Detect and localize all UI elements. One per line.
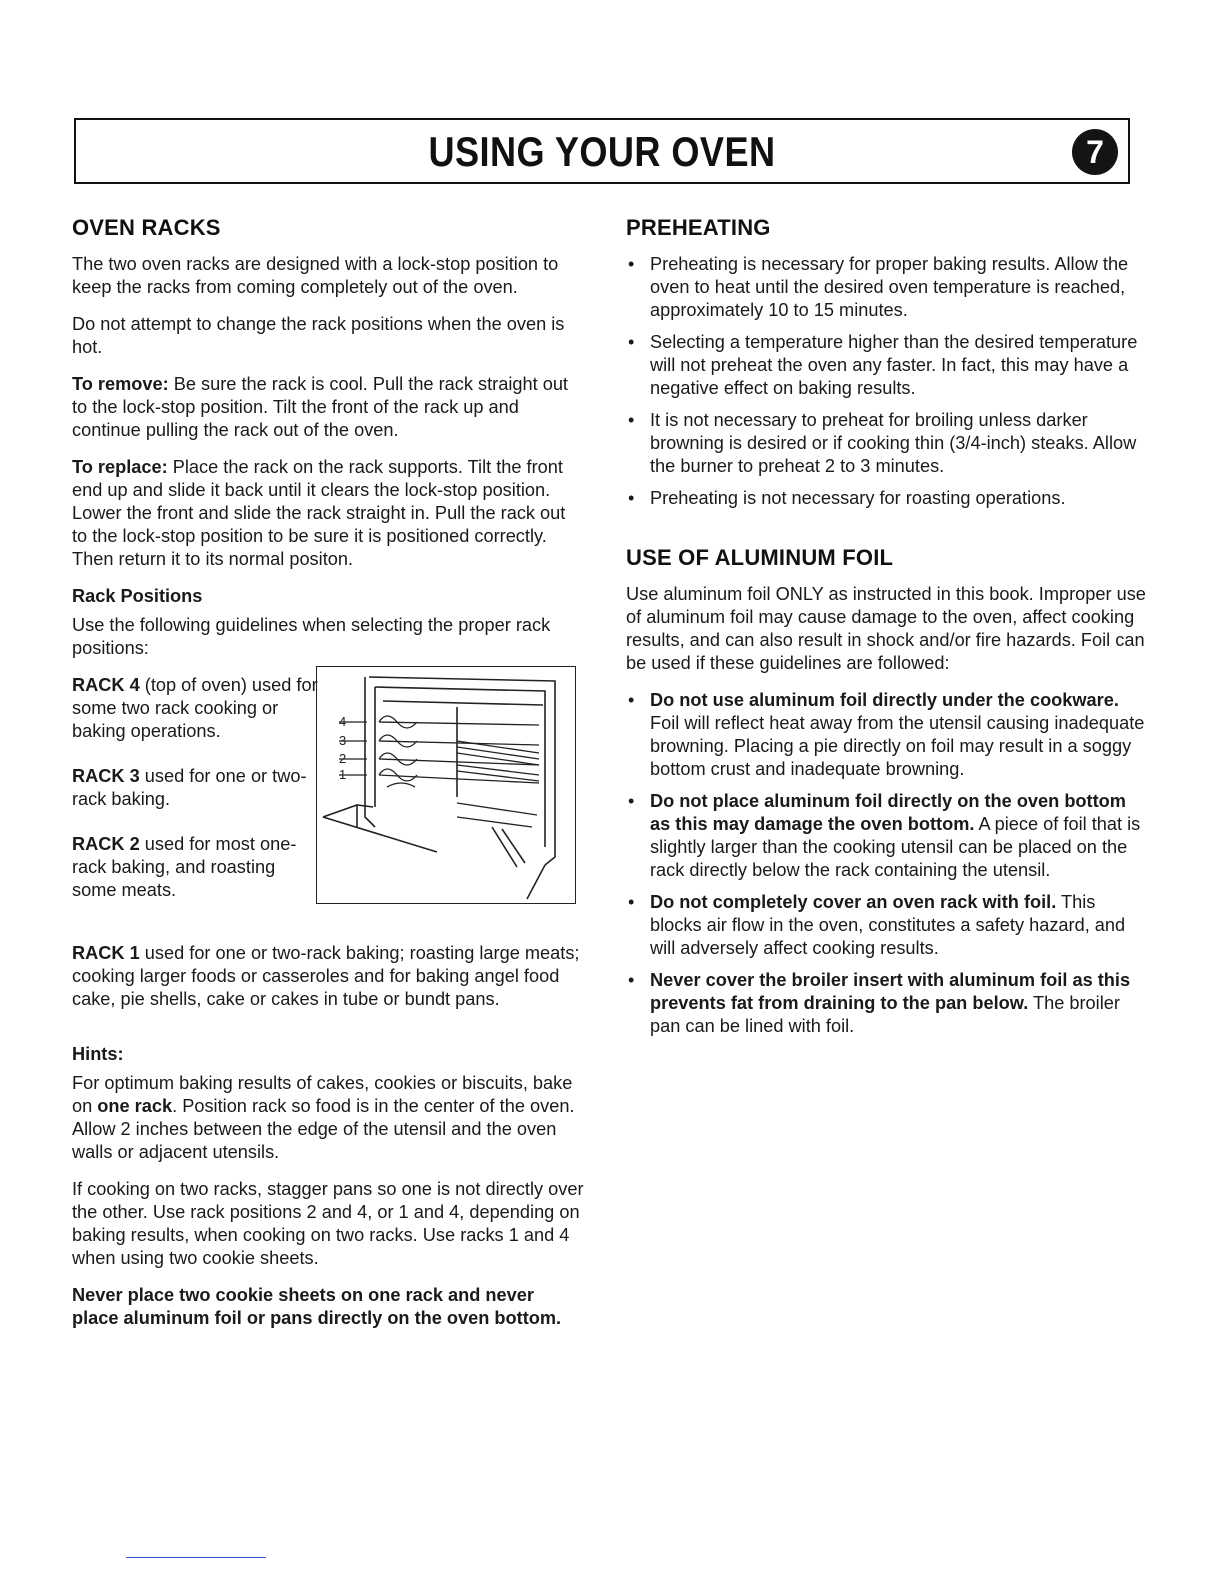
rack-4-label: RACK 4 <box>72 675 140 695</box>
title-banner <box>74 118 1130 184</box>
hints-heading: Hints: <box>72 1044 124 1064</box>
foil-heading: USE OF ALUMINUM FOIL <box>626 545 894 570</box>
foil-bullet-1-text: Foil will reflect heat away from the utensil causing inadequate browning. Placing a pie directly on foil may result in a soggy bottom crust and inadequate browning. <box>650 713 1145 779</box>
left-column <box>72 216 584 1344</box>
hints-p1-b: . Position rack so food is in the center of the oven. Allow 2 inches between the edge of the utensil and the oven walls or adjacent utensils. <box>72 1096 575 1162</box>
preheating-list <box>626 253 1146 510</box>
remove-text: Be sure the rack is cool. Pull the rack straight out to the lock-stop position. Tilt the front of the rack up and continue pulling the rack out of the oven. <box>72 374 568 440</box>
rack-1-text: used for one or two-rack baking; roasting large meats; cooking larger foods or casseroles and for baking angel food cake, pie shells, cake or cakes in tube or bundt pans. <box>72 943 580 1009</box>
rack-2-text: used for most one-rack baking, and roasting some meats. <box>72 834 297 900</box>
hints-para-1 <box>72 1072 584 1164</box>
page-number-badge: 7 <box>1072 129 1118 175</box>
foil-list <box>626 689 1146 1038</box>
foil-intro: Use aluminum foil ONLY as instructed in this book. Improper use of aluminum foil may cause damage to the oven, affect cooking results, and can also result in shock and/or fire hazards. Foil can be used if these guidelines are followed: <box>626 584 1146 673</box>
rack-positions-heading: Rack Positions <box>72 586 203 606</box>
hints-p1-a: For optimum baking results of cakes, cookies or biscuits, bake on <box>72 1073 573 1116</box>
preheat-bullet-3: • It is not necessary to preheat for broiling unless darker browning is desired or if cooking thin (3/4-inch) steaks. Allow the burner to preheat 2 to 3 minutes. <box>626 409 1146 478</box>
foil-bullet-2-bold: Do not place aluminum foil directly on the oven bottom as this may damage the oven bottom. <box>650 791 1126 834</box>
remove-label: To remove: <box>72 374 169 394</box>
foil-bullet-4 <box>626 969 1146 1038</box>
rack-3-text: used for one or two-rack baking. <box>72 766 307 809</box>
foil-bullet-3-bold: Do not completely cover an oven rack with foil. <box>650 892 1057 912</box>
hot-oven-warning: Do not attempt to change the rack positions when the oven is hot. <box>72 314 565 357</box>
rack-4-desc <box>72 674 322 743</box>
rack-2-desc <box>72 833 322 902</box>
rack-2-marker: 2 <box>339 751 347 766</box>
replace-text: Place the rack on the rack supports. Tilt the front end up and slide it back until it clears the lock-stop position. Lower the front and slide the rack straight in. Pull the rack out to the lock-stop position to be sure it is positioned correctly. Then return it to its normal positon. <box>72 457 566 569</box>
rack-positions-intro: Use the following guidelines when selecting the proper rack positions: <box>72 615 551 658</box>
rack-3-desc <box>72 765 322 811</box>
rack-1-desc <box>72 942 584 1011</box>
replace-label: To replace: <box>72 457 168 477</box>
right-column <box>626 216 1146 1052</box>
cookie-sheet-warning <box>72 1284 584 1330</box>
hints-p1-bold: one rack <box>97 1096 173 1116</box>
oven-racks-intro: The two oven racks are designed with a lock-stop position to keep the racks from coming completely out of the oven. <box>72 254 559 297</box>
footer-rule <box>126 1557 266 1558</box>
rack-1-marker: 1 <box>339 767 347 782</box>
warning-text: Never place two cookie sheets on one rack and never place aluminum foil or pans directly on the oven bottom. <box>72 1285 562 1328</box>
replace-instructions <box>72 456 584 571</box>
rack-descriptions <box>72 674 322 924</box>
preheat-bullet-4: • Preheating is not necessary for roasting operations. <box>626 487 1146 510</box>
rack-2-label: RACK 2 <box>72 834 140 854</box>
foil-bullet-1-bold: Do not use aluminum foil directly under the cookware. <box>650 690 1119 710</box>
rack-3-label: RACK 3 <box>72 766 140 786</box>
oven-rack-diagram <box>316 666 576 904</box>
rack-4-text: (top of oven) used for some two rack cooking or baking operations. <box>72 675 318 741</box>
foil-bullet-1 <box>626 689 1146 781</box>
rack-4-marker: 4 <box>339 714 347 729</box>
foil-bullet-2 <box>626 790 1146 882</box>
preheat-bullet-2: • Selecting a temperature higher than the desired temperature will not preheat the oven any faster. In fact, this may have a negative effect on baking results. <box>626 331 1146 400</box>
page-title: USING YOUR OVEN <box>428 128 776 175</box>
oven-illustration <box>317 667 574 902</box>
foil-bullet-4-text: The broiler pan can be lined with foil. <box>650 993 1120 1036</box>
foil-bullet-2-text: A piece of foil that is slightly larger than the cooking utensil can be placed on the rack directly below the rack containing the utensil. <box>650 814 1141 880</box>
preheat-bullet-1: • Preheating is necessary for proper baking results. Allow the oven to heat until the desired oven temperature is reached, approximately 10 to 15 minutes. <box>626 253 1146 322</box>
foil-bullet-4-bold: Never cover the broiler insert with aluminum foil as this prevents fat from draining to the pan below. <box>650 970 1131 1013</box>
oven-racks-heading: OVEN RACKS <box>72 215 221 240</box>
foil-bullet-3-text: This blocks air flow in the oven, constitutes a safety hazard, and will adversely affect cooking results. <box>650 892 1126 958</box>
rack-3-marker: 3 <box>339 733 347 748</box>
hints-para-2: If cooking on two racks, stagger pans so one is not directly over the other. Use rack positions 2 and 4, or 1 and 4, depending on baking results, when cooking on two racks. Use racks 1 and 4 when using two cookie sheets. <box>72 1179 584 1268</box>
rack-positions-section <box>72 674 584 932</box>
rack-1-label: RACK 1 <box>72 943 140 963</box>
preheating-heading: PREHEATING <box>626 215 771 240</box>
foil-bullet-3 <box>626 891 1146 960</box>
remove-instructions <box>72 373 584 442</box>
